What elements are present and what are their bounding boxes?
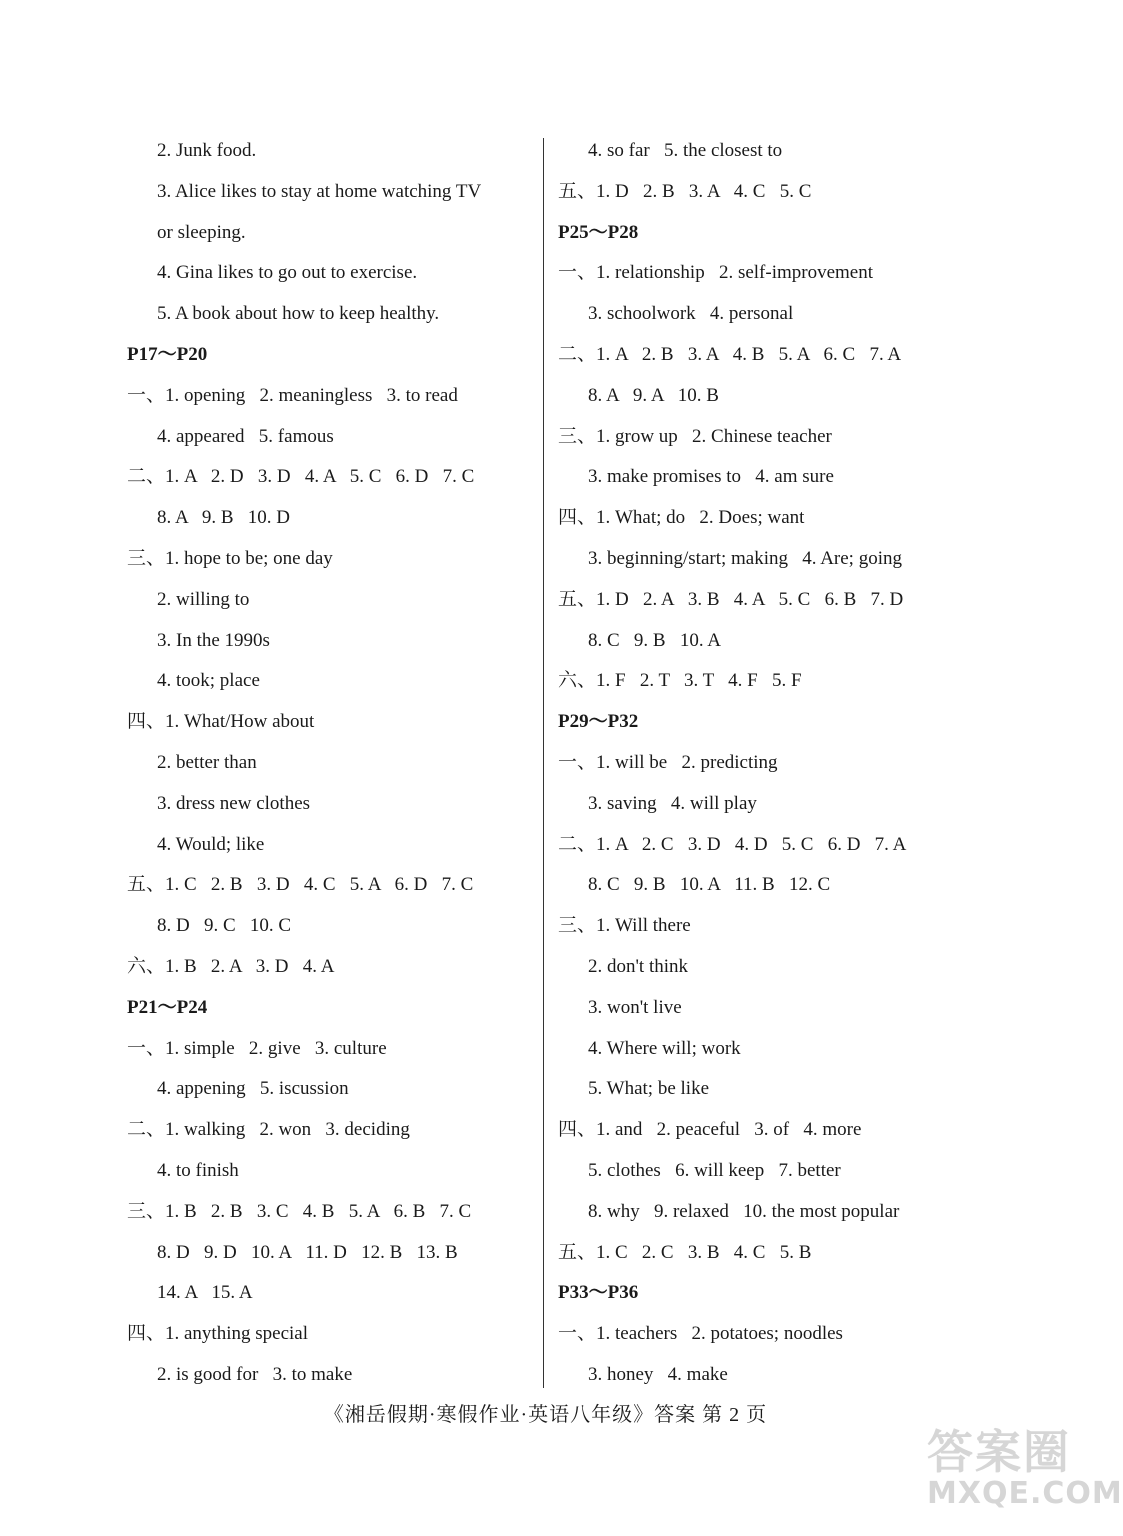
answer-line: 3. saving 4. will play [588,792,757,814]
answer-line: 8. A 9. B 10. D [157,507,291,529]
answer-line: 3. Alice likes to stay at home watching TV [157,180,482,202]
answer-line: 8. why 9. relaxed 10. the most popular [588,1200,900,1222]
answer-line: 六、1. F 2. T 3. T 4. F 5. F [558,670,802,692]
answer-line: 4. Where will; work [588,1037,741,1059]
section-heading: P25～P28 [558,221,639,243]
answer-line: 8. C 9. B 10. A [588,629,722,651]
answer-line: 3. won't live [588,996,682,1018]
answer-line: 四、1. What/How about [127,711,315,733]
section-heading: P29～P32 [558,711,639,733]
answer-line: 4. took; place [157,670,260,692]
answer-line: 二、1. A 2. D 3. D 4. A 5. C 6. D 7. C [127,466,475,488]
answer-line: 2. willing to [157,588,250,610]
section-heading: P17～P20 [127,343,208,365]
answer-line: 5. What; be like [588,1078,710,1100]
answer-column-right [558,134,978,1399]
answer-line: 二、1. A 2. C 3. D 4. D 5. C 6. D 7. A [558,833,907,855]
answer-line: 8. D 9. D 10. A 11. D 12. B 13. B [157,1241,458,1263]
answer-line: 8. A 9. A 10. B [588,384,719,406]
page-footer: 《湘岳假期·寒假作业·英语八年级》答案 第 2 页 [323,1404,768,1426]
answer-line: 3. In the 1990s [157,629,270,651]
answer-line: 一、1. teachers 2. potatoes; noodles [558,1323,843,1345]
answer-column-left [127,134,537,1399]
answer-line: 5. A book about how to keep healthy. [157,303,440,325]
answer-line: 2. is good for 3. to make [157,1363,353,1385]
answer-line: 4. to finish [157,1159,239,1181]
answer-line: 四、1. anything special [127,1323,308,1345]
answer-line: 3. beginning/start; making 4. Are; going [588,547,902,569]
answer-line: 三、1. B 2. B 3. C 4. B 5. A 6. B 7. C [127,1200,472,1222]
watermark-logo [927,1425,1123,1526]
answer-line: 3. dress new clothes [157,792,311,814]
answer-line: 五、1. C 2. C 3. B 4. C 5. B [558,1241,812,1263]
section-heading: P33～P36 [558,1282,639,1304]
answer-line: 8. C 9. B 10. A 11. B 12. C [588,874,831,896]
answer-line: 三、1. hope to be; one day [127,547,333,569]
answer-line: 14. A 15. A [157,1282,253,1304]
watermark-chinese: 答案圈 [927,1425,1071,1479]
watermark-url: MXQE.COM [927,1476,1123,1511]
answer-line: 2. better than [157,751,257,773]
section-heading: P21～P24 [127,996,208,1018]
answer-line: 8. D 9. C 10. C [157,915,292,937]
answer-line: 3. schoolwork 4. personal [588,303,794,325]
answer-line: 4. Would; like [157,833,265,855]
answer-line: 六、1. B 2. A 3. D 4. A [127,955,335,977]
answer-line: 一、1. relationship 2. self-improvement [558,262,874,284]
answer-line: 五、1. D 2. B 3. A 4. C 5. C [558,180,812,202]
answer-line: 4. so far 5. the closest to [588,140,783,161]
answer-line: 4. Gina likes to go out to exercise. [157,262,418,284]
answer-line: 4. appening 5. iscussion [157,1078,349,1100]
answer-line: 一、1. opening 2. meaningless 3. to read [127,384,458,406]
answer-line: 5. clothes 6. will keep 7. better [588,1159,841,1181]
answer-line: 4. appeared 5. famous [157,425,334,447]
answer-line: 五、1. D 2. A 3. B 4. A 5. C 6. B 7. D [558,588,904,610]
answer-line: 三、1. grow up 2. Chinese teacher [558,425,832,447]
answer-line: 五、1. C 2. B 3. D 4. C 5. A 6. D 7. C [127,874,474,896]
answer-line: 2. Junk food. [157,140,257,161]
answer-line: 一、1. will be 2. predicting [558,751,778,773]
answer-line: 二、1. walking 2. won 3. deciding [127,1119,410,1141]
answer-line: 3. make promises to 4. am sure [588,466,834,488]
column-divider [543,138,544,1388]
answer-line: 3. honey 4. make [588,1363,728,1385]
answer-line: 一、1. simple 2. give 3. culture [127,1037,387,1059]
answer-line: 四、1. and 2. peaceful 3. of 4. more [558,1119,862,1141]
answer-line: 三、1. Will there [558,915,691,937]
answer-line: 二、1. A 2. B 3. A 4. B 5. A 6. C 7. A [558,343,902,365]
answer-line: 2. don't think [588,955,689,977]
answer-line: 四、1. What; do 2. Does; want [558,507,805,529]
answer-line: or sleeping. [157,221,246,243]
